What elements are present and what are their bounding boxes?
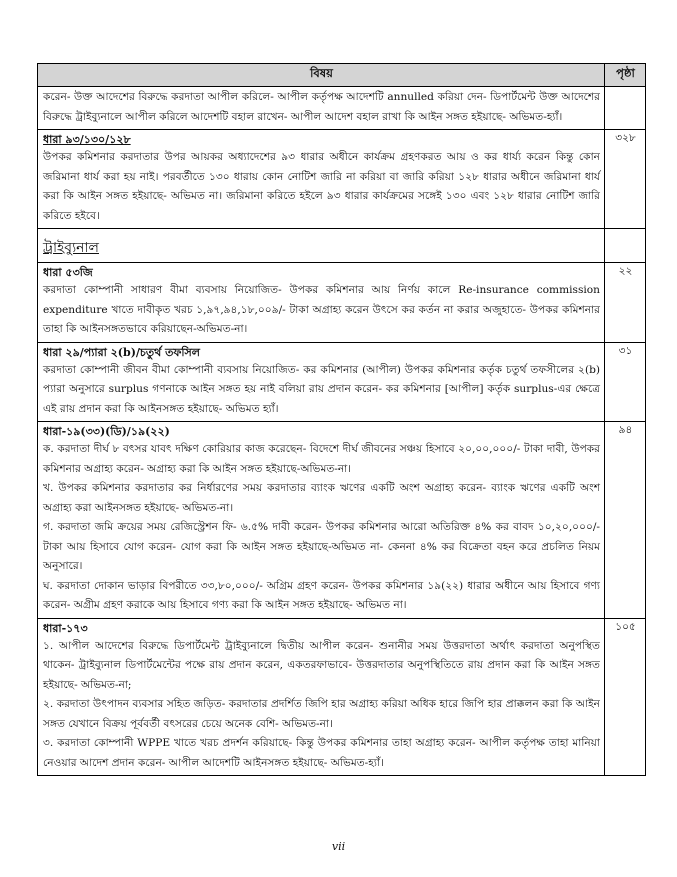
entry-text: করদাতা কোম্পানী জীবন বীমা কোম্পানী ব্যবসায় নিয়োজিত- কর কমিশনার (আপীল) উপকর কমিশনার কর্তৃক চতুর্থ তফসীলের ২(b) প্যারা অনুসারে surplus গণনাকে আইন সঙ্গত হয় নাই বলিয়া রায় প্রদান করেন- কর কমিশনার [আপীল] কর্তৃক surplus-এর ক্ষেত্রে এই রায় প্রদান করা কি আইনসঙ্গত হইয়াছে- অভিমত হ্যাঁ। xyxy=(43,363,600,415)
entry-text: উপকর কমিশনার করদাতার উপর আয়কর অধ্যাদেশের ৯৩ ধারার অধীনে কার্যক্রম গ্রহণকরত আয় ও কর ধার্য্য করেন কিন্তু কোন জরিমানা ধার্য করা হয় নাই। পরবর্তীতে ১৩০ ধারায় কোন নোটিশ জারি না করিয়া বা জারি করিয়া ১২৮ ধারার অধীনে জরিমানা ধার্য করা কি আইন সঙ্গত হইয়াছে- অভিমত না। জরিমানা করিতে হইলে ৯৩ ধারার কার্যক্রমের সঙ্গেই ১৩০ এবং ১২৮ ধারার নোটিশ জারি করিতে হইবে। xyxy=(43,151,600,222)
page-cell: ২২ xyxy=(605,263,646,343)
table-row xyxy=(38,422,646,619)
subject-cell xyxy=(38,130,605,229)
entry-text: ২. করদাতা উৎপাদন ব্যবসার সহিত জড়িত- করদাতার প্রদর্শিত জিপি হার অগ্রাহ্য করিয়া অধিক হারে জিপি হার প্রাক্কলন করা কি আইন সঙ্গত যেখানে বিক্রয় পূর্ববর্তী বৎসরের চেয়ে অনেক বেশি- অভিমত-না। xyxy=(43,698,600,730)
entry-text: করেন- উক্ত আদেশের বিরুদ্ধে করদাতা আপীল করিলে- আপীল কর্তৃপক্ষ আদেশটি annulled করিয়া দেন- ডিপার্টমেন্ট উক্ত আদেশের বিরুদ্ধে ট্রাইব্যুনালে আপীল করিলে আদেশটি বহাল রাখেন- আপীল আদেশ বহাল রাখা কি আইন সঙ্গত হইয়াছে- অভিমত-হ্যাঁ। xyxy=(43,91,600,123)
table-row xyxy=(38,263,646,343)
subject-cell xyxy=(38,87,605,130)
page-cell: ৯৪ xyxy=(605,422,646,619)
entry-text: করদাতা কোম্পানী সাধারণ বীমা ব্যবসায় নিয়োজিত- উপকর কমিশনার আয় নির্ণয় কালে Re-insurance commission expenditure খাতে দাবীকৃত খরচ ১,৯৭,৯৪,১৮,০০৯/- টাকা অগ্রাহ্য করেন উৎসে কর কর্তন না করার অজুহাতে- উপকর কমিশনার তাহা কি আইনসঙ্গতভাবে করিয়াছেন-অভিমত-না। xyxy=(43,284,600,335)
entry-text: ক. করদাতা দীর্ঘ ৮ বৎসর যাবৎ দক্ষিণ কোরিয়ার কাজ করেছেন- বিদেশে দীর্ঘ জীবনের সঞ্চয় হিসাবে ২০,০০,০০০/- টাকা দাবী, উপকর কমিশনার অগ্রাহ্য করেন- অগ্রাহ্য করা কি আইন সঙ্গত হইয়াছে-অভিমত-না। xyxy=(43,443,600,475)
page-cell: ৩২৮ xyxy=(605,130,646,229)
entry-text: ১. আপীল আদেশের বিরুদ্ধে ডিপার্টমেন্ট ট্রাইব্যুনালে দ্বিতীয় আপীল করেন- শুনানীর সময় উত্তরদাতা অর্থাৎ করদাতা অনুপস্থিত থাকেন- ট্রাইব্যুনাল ডিপার্টমেন্টের পক্ষে রায় প্রদান করেন, একতরফাভাবে- উত্তরদাতার অনুপস্থিতিতে রায় প্রদান করা কি আইন সঙ্গত হইয়াছে- অভিমত-না; xyxy=(43,639,600,691)
page-number-footer: vii xyxy=(331,840,346,853)
entry-text: ৩. করদাতা কোম্পানী WPPE খাতে খরচ প্রদর্শন করিয়াছে- কিন্তু উপকর কমিশনার তাহা অগ্রাহ্য করেন- আপীল কর্তৃপক্ষ তাহা মানিয়া নেওয়ার আদেশ প্রদান করেন- আপীল আদেশটি আইনসঙ্গত হইয়াছে- অভিমত-হ্যাঁ। xyxy=(43,737,600,769)
table-row xyxy=(38,618,646,776)
subject-cell xyxy=(38,342,605,422)
subject-cell xyxy=(38,263,605,343)
page-cell xyxy=(605,229,646,263)
page-header: পৃষ্ঠা xyxy=(605,64,646,87)
contents-table xyxy=(37,63,646,776)
header-row xyxy=(38,64,646,87)
section-row xyxy=(38,229,646,263)
table-row xyxy=(38,342,646,422)
entry-heading: ধারা ৫৩জি xyxy=(43,266,93,279)
entry-heading: ধারা-১৭৩ xyxy=(43,621,88,635)
table-row xyxy=(38,87,646,130)
entry-heading: ধারা-১৯(৩৩)(ডি)/১৯(২২) xyxy=(43,425,170,438)
page-cell: ৩১ xyxy=(605,342,646,422)
subject-cell xyxy=(38,618,605,776)
section-title: ট্রাইব্যুনাল xyxy=(43,240,99,256)
entry-heading: ধারা ৯৩/১৩০/১২৮ xyxy=(43,133,131,146)
entry-heading: ধারা ২৯/প্যারা ২(b)/চতুর্থ তফসিল xyxy=(43,345,200,359)
subject-cell xyxy=(38,422,605,619)
entry-text: গ. করদাতা জমি ক্রয়ের সময় রেজিস্ট্রেশন ফি- ৬.৫% দাবী করেন- উপকর কমিশনার আরো অতিরিক্ত ৪% কর বাবদ ১০,২০,০০০/- টাকা আয় হিসাবে যোগ করেন- যোগ করা কি আইন সঙ্গত হইয়াছে-অভিমত না- কেননা ৪% কর বিক্রেতা বহন করে প্রচলিত নিয়ম অনুসারে। xyxy=(43,521,600,572)
entry-text: খ. উপকর কমিশনার করদাতার কর নির্ধারণের সময় করদাতার ব্যাংক ঋণের একটি অংশ অগ্রাহ্য করেন- ব্যাংক ঋণের একটি অংশ অগ্রাহ্য করা আইনসঙ্গত হইয়াছে- অভিমত-না। xyxy=(43,482,600,514)
page-cell: ১০৫ xyxy=(605,618,646,776)
table-row xyxy=(38,130,646,229)
page-cell xyxy=(605,87,646,130)
section-cell xyxy=(38,229,605,263)
entry-text: ঘ. করদাতা দোকান ভাড়ার বিপরীতে ৩৩,৮০,০০০/- অগ্রিম গ্রহণ করেন- উপকর কমিশনার ১৯(২২) ধারার অধীনে আয় হিসাবে গণ্য করেন- অগ্রীম গ্রহণ করাকে আয় হিসাবে গণ্য করা কি আইন সঙ্গত হইয়াছে- অভিমত না। xyxy=(43,579,600,611)
subject-header: বিষয় xyxy=(38,64,605,87)
